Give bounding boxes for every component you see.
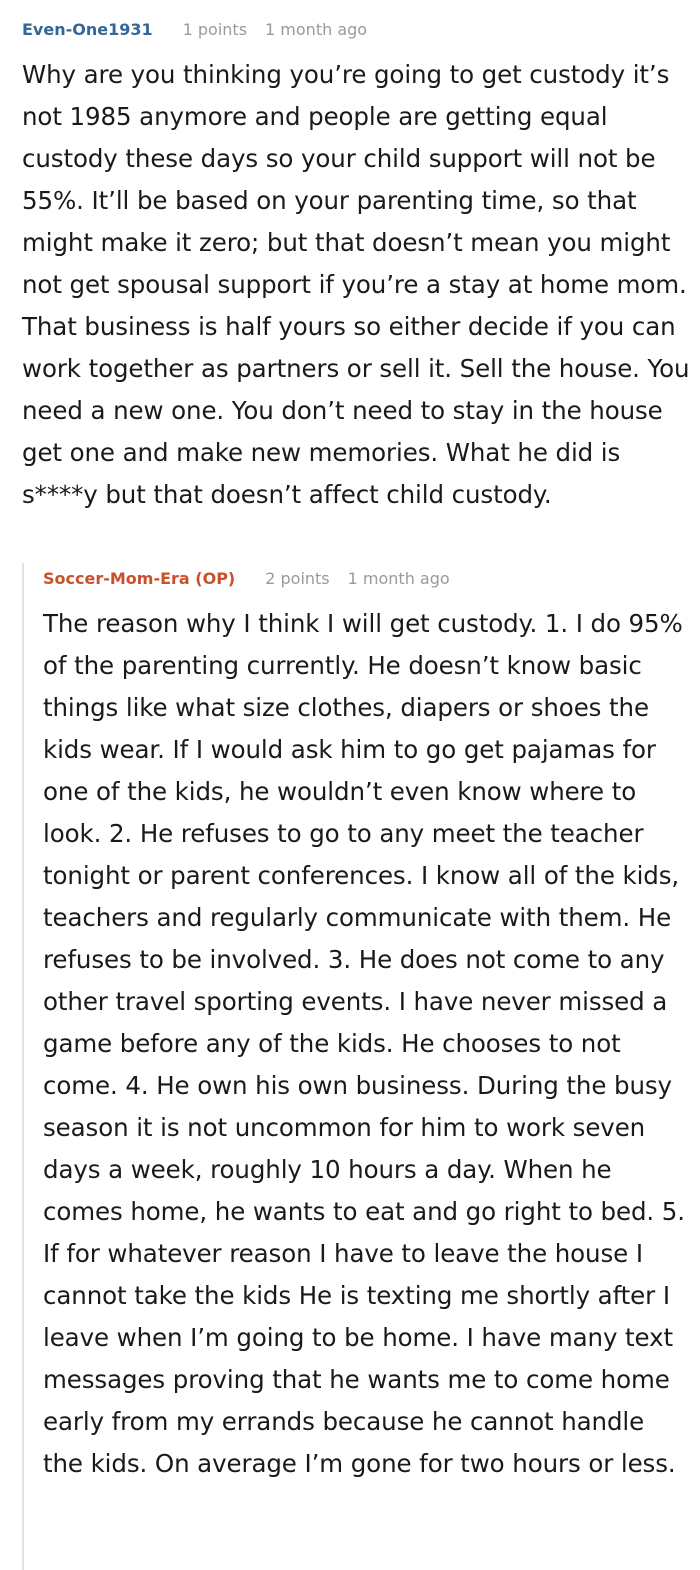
- comment-timestamp: 1 month ago: [265, 20, 368, 39]
- reply-author-link[interactable]: Soccer-Mom-Era (OP): [43, 569, 236, 588]
- comment-body: Why are you thinking you’re going to get custody it’s not 1985 anymore and people are getting equal custody these days so your child support will not be 55%. It’ll be based on your parenting time, so that might make it zero; but that doesn’t mean you might not get spousal support if you’re a stay at home mom. That business is half yours so either decide if you can work together as partners or sell it. Sell the house. You need a new one. You don’t need to stay in the house get one and make new memories. What he did is s****y but that doesn’t affect child custody.: [22, 60, 690, 509]
- comment-author-link[interactable]: Even-One1931: [22, 20, 153, 39]
- comment-meta: [22, 16, 692, 44]
- thread-line[interactable]: [22, 563, 24, 1570]
- comment-top: [22, 16, 692, 516]
- comment-points: 1 points: [182, 20, 248, 39]
- comment-reply: [43, 565, 688, 1485]
- reply-points: 2 points: [265, 569, 330, 588]
- reply-timestamp: 1 month ago: [347, 569, 450, 588]
- reply-thread: [22, 563, 694, 1570]
- reply-meta: [43, 565, 688, 593]
- reply-body: The reason why I think I will get custody. 1. I do 95% of the parenting currently. He doesn’t know basic things like what size clothes, diapers or shoes the kids wear. If I would ask him to go get pajamas for one of the kids, he wouldn’t even know where to look. 2. He refuses to go to any meet the teacher tonight or parent conferences. I know all of the kids, teachers and regularly communicate with them. He refuses to be involved. 3. He does not come to any other travel sporting events. I have never missed a game before any of the kids. He chooses to not come. 4. He own his own business. During the busy season it is not uncommon for him to work seven days a week, roughly 10 hours a day. When he comes home, he wants to eat and go right to bed. 5. If for whatever reason I have to leave the house I cannot take the kids He is texting me shortly after I leave when I’m going to be home. I have many text messages proving that he wants me to come home early from my errands because he cannot handle the kids. On average I’m gone for two hours or less.: [43, 609, 685, 1478]
